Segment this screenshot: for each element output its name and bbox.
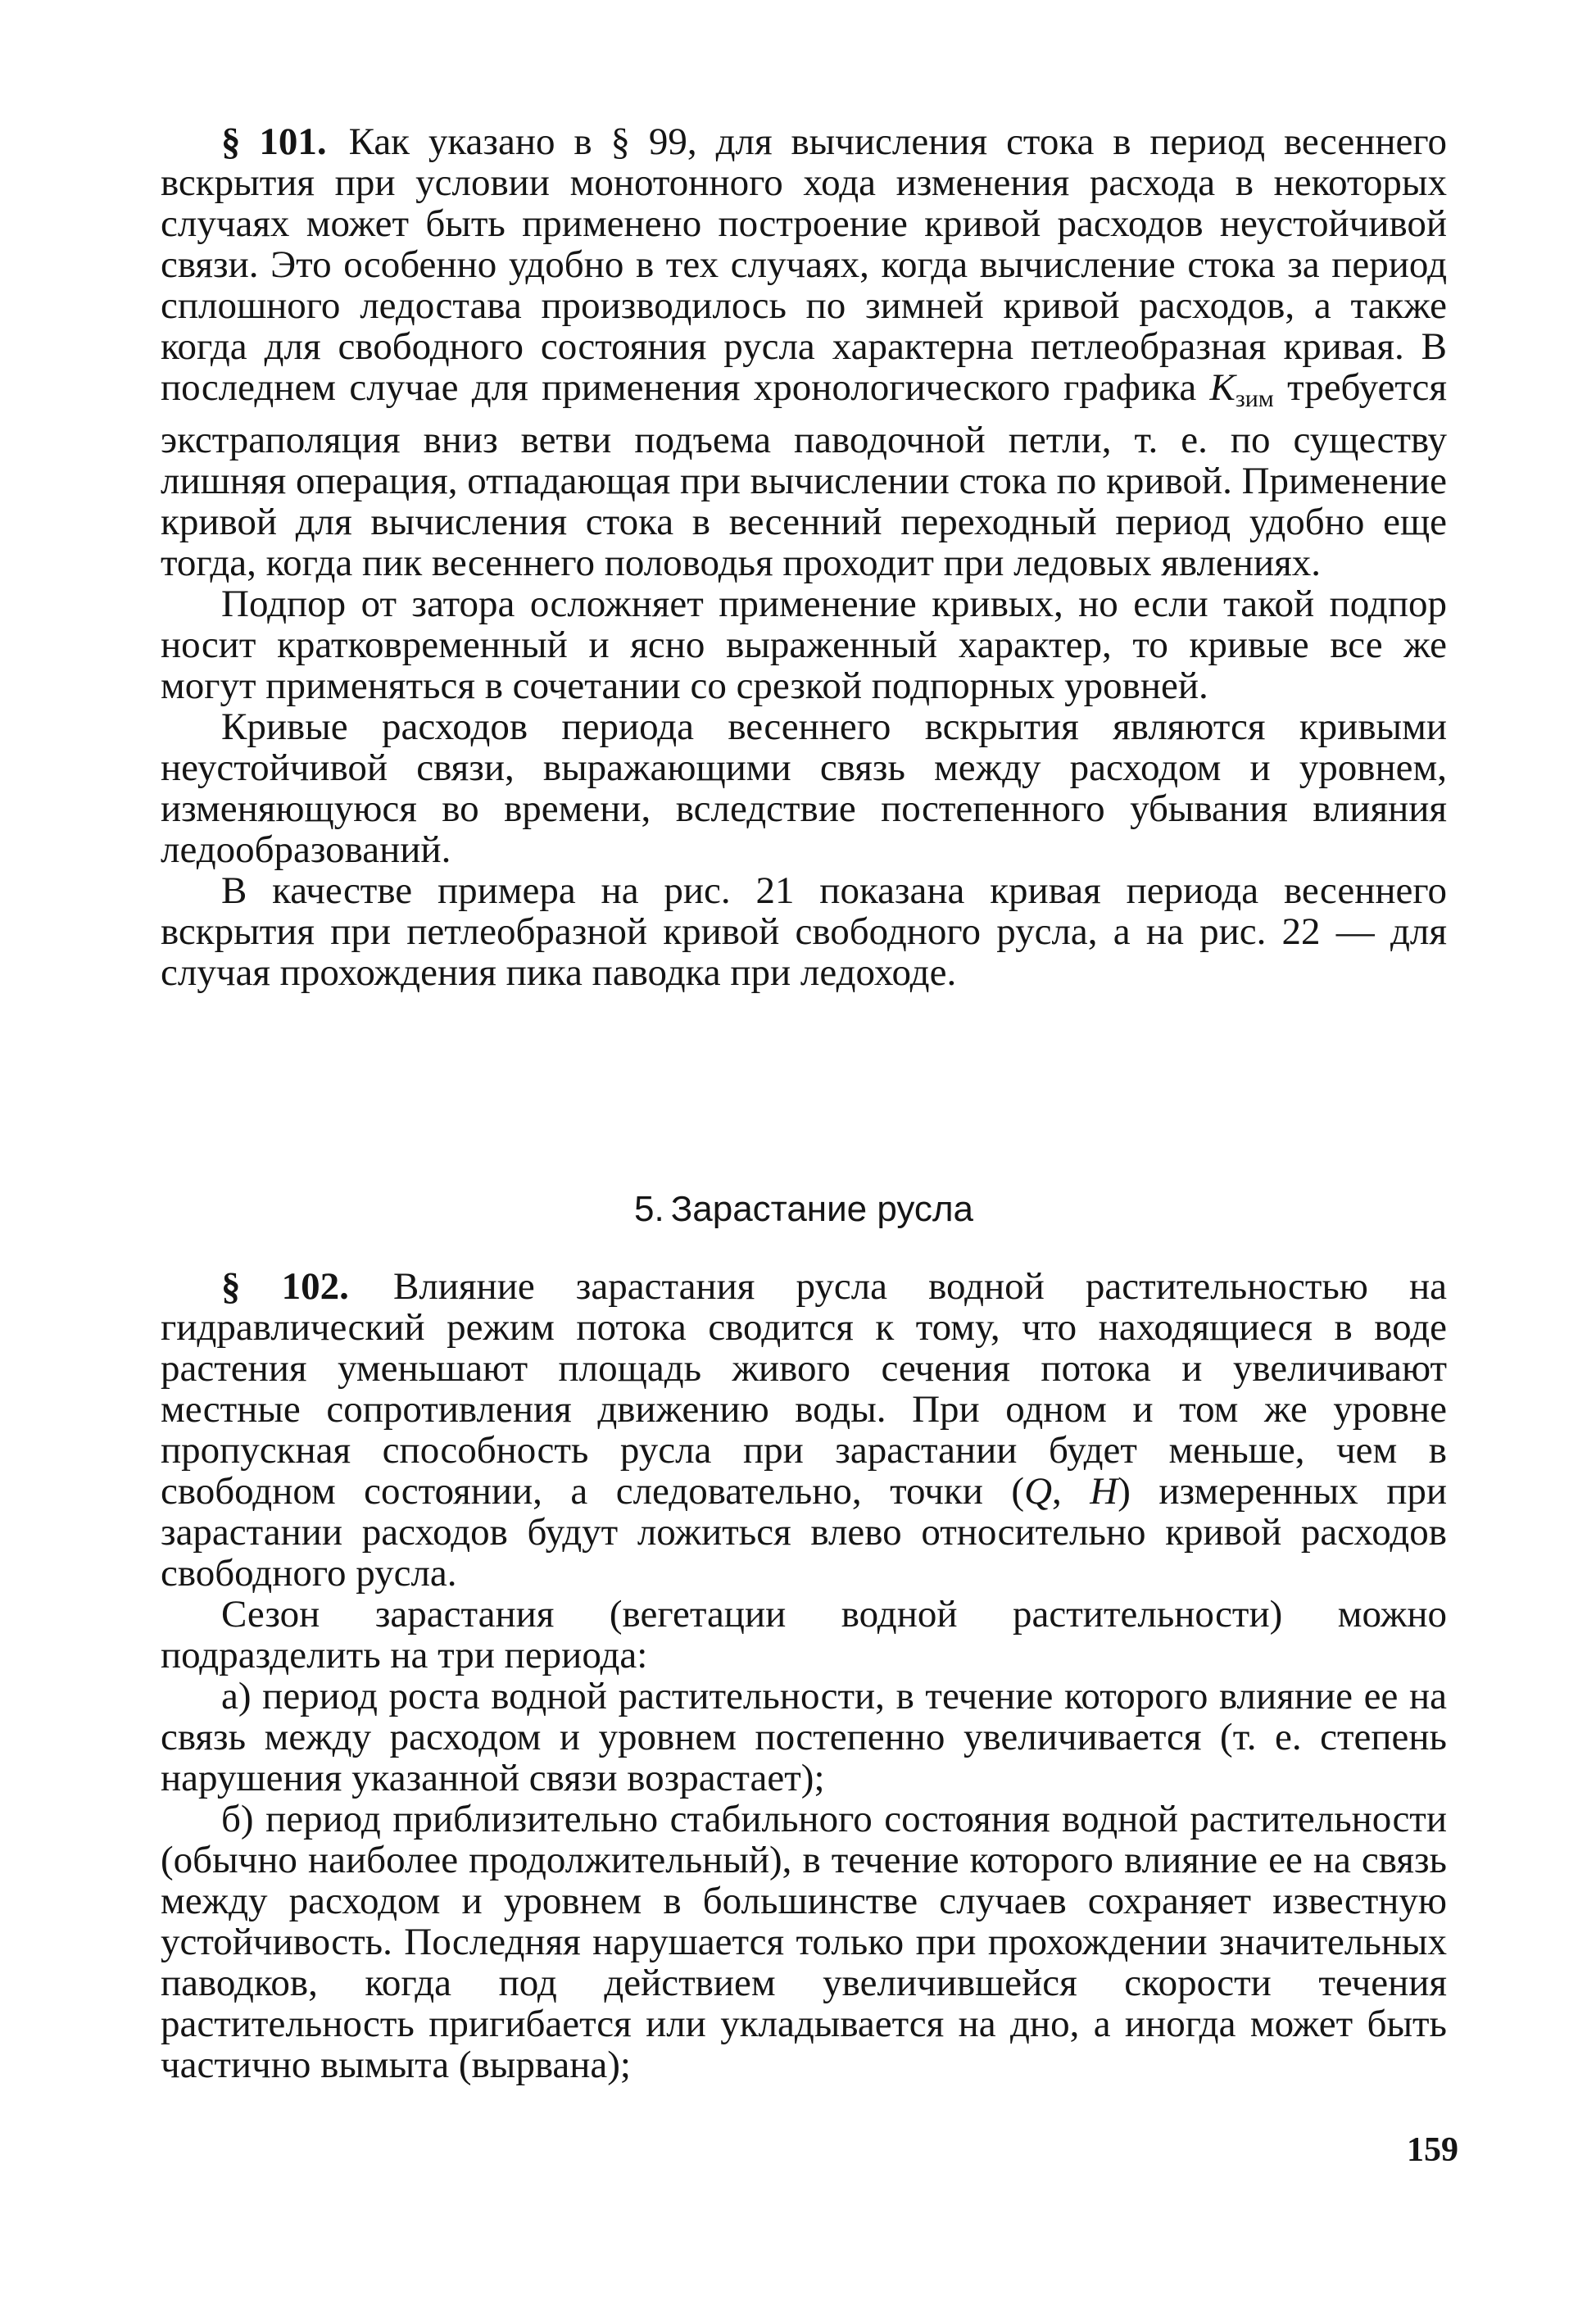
section-mark: § [221, 1265, 241, 1308]
h-symbol: H [1090, 1470, 1118, 1513]
paragraph-102-text-part-2: измеренных при зарастании расходов будут ложиться влево относительно кривой расходов свободного русла. [161, 1470, 1448, 1595]
paragraph-curves: Кривые расходов периода весеннего вскрытия являются кривыми неустойчивой связи, выражающими связь между расходом и уровнем, изменяющуюся во времени, вследствие постепенного убывания влияния ледообразований. [161, 706, 1447, 871]
section-title-text: Зарастание русла [670, 1189, 974, 1229]
list-item-b: б) период приблизительно стабильного состояния водной растительности (обычно наиболее продолжительный), в течение которого влияние ее на связь между расходом и уровнем в большинстве случаев сохраняет известную устойчивость. Последняя нарушается только при прохождении значительных паводков, когда под действием увеличившейся скорости течения растительность пригибается или укладывается на дно, а иногда может быть частично вымыта (вырвана); [161, 1798, 1447, 2086]
section-mark: § [221, 120, 241, 163]
k-symbol: $K_{зим}$ [1209, 366, 1274, 412]
bottom-text-block [161, 1266, 1447, 2085]
q-symbol: Q [1024, 1470, 1053, 1513]
page-number: 159 [1407, 2131, 1458, 2169]
top-text-block [161, 121, 1447, 993]
section-number: 5. [633, 1189, 664, 1229]
list-item-a: а) период роста водной растительности, в течение которого влияние ее на связь между расходом и уровнем постепенно увеличивается (т. е. степень нарушения указанной связи возрастает); [161, 1675, 1447, 1799]
paragraph-101-text-part-2: требуется экстраполяция вниз ветви подъема паводочной петли, т. е. по существу лишняя операция, отпадающая при вычислении стока по кривой. Применение кривой для вычисления стока в весенний переходный период удобно еще тогда, когда пик весеннего половодья проходит при ледовых явлениях. [161, 366, 1448, 584]
point-notation: (Q, H) [1011, 1470, 1131, 1513]
k-subscript: зим [1235, 385, 1274, 412]
paragraph-number: 102. [281, 1265, 349, 1308]
paragraph-backwater: Подпор от затора осложняет применение кривых, но если такой подпор носит кратковременный и ясно выраженный характер, то кривые все же могут применяться в сочетании со срезкой подпорных уровней. [161, 583, 1447, 707]
section-heading [161, 1189, 1447, 1230]
paragraph-example: В качестве примера на рис. 21 показана кривая периода весеннего вскрытия при петлеобразной кривой свободного русла, а на рис. 22 — для случая прохождения пика паводка при ледоходе. [161, 869, 1447, 994]
paragraph-season: Сезон зарастания (вегетации водной растительности) можно подразделить на три периода: [161, 1593, 1447, 1676]
paragraph-101 [161, 121, 1447, 583]
paragraph-102-text-part-1: Влияние зарастания русла водной растительностью на гидравлический режим потока сводится к тому, что находящиеся в воде растения уменьшают площадь живого сечения потока и увеличивают местные сопротивления движению воды. При одном и том же уровне пропускная способность русла при зарастании будет меньше, чем в свободном состоянии, а следовательно, точки [161, 1265, 1448, 1513]
paragraph-101-text-part-1: Как указано в § 99, для вычисления стока в период весеннего вскрытия при условии монотонного хода изменения расхода в некоторых случаях может быть применено построение кривой расходов неустойчивой связи. Это особенно удобно в тех случаях, когда вычисление стока за период сплошного ледостава производилось по зимней кривой расходов, а также когда для свободного состояния русла характерна петлеобразная кривая. В последнем случае для применения хронологического графика [161, 120, 1448, 409]
paragraph-number: 101. [259, 120, 327, 163]
paragraph-102 [161, 1266, 1447, 1594]
